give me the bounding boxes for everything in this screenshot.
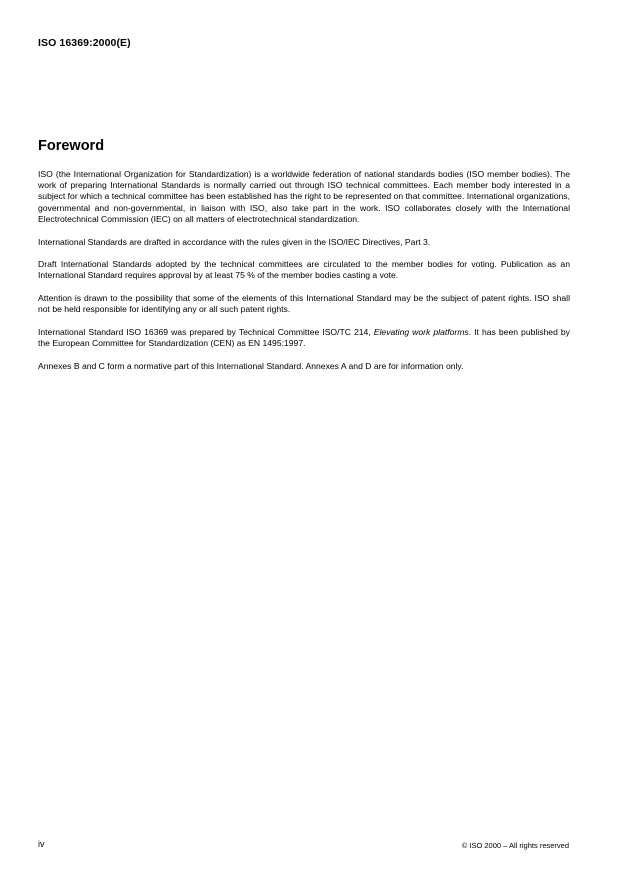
paragraph-drafting-rules: International Standards are drafted in accordance with the rules given in the ISO/IEC Directives, Part 3. [38,236,431,247]
paragraph-annexes: Annexes B and C form a normative part of this International Standard. Annexes A and D are for information only. [38,360,464,371]
copyright-notice: © ISO 2000 – All rights reserved [461,841,569,850]
paragraph-committee [38,327,570,349]
paragraph-voting: Draft International Standards adopted by the technical committees are circulated to the member bodies for voting. Publication as an International Standard requires approval by at least 75 % of the member bodies casting a vote. [38,259,570,281]
paragraph-patent-rights: Attention is drawn to the possibility that some of the elements of this International Standard may be the subject of patent rights. ISO shall not be held responsible for identifying any or all such patent rights. [38,293,570,315]
committee-text-end: . It has been published by the European Committee for Standardization (CEN) as EN 1495:1997. [38,327,570,349]
paragraph-iso-intro: ISO (the International Organization for Standardization) is a worldwide federation of national standards bodies (ISO member bodies). The work of preparing International Standards is normally carried out through ISO technical committees. Each member body interested in a subject for which a technical committee has been established has the right to be represented on that committee. International organizations, governmental and non-governmental, in liaison with ISO, also take part in the work. ISO collaborates closely with the International Electrotechnical Commission (IEC) on all matters of electrotechnical standardization. [38,169,570,224]
page-number: iv [38,839,45,849]
section-heading: Foreword [38,138,105,154]
foreword-body [38,169,570,372]
document-identifier: ISO 16369:2000(E) [38,37,131,49]
committee-title-italic: Elevating work platforms [373,327,469,338]
committee-text-start: International Standard ISO 16369 was prepared by Technical Committee ISO/TC 214, [38,327,374,338]
